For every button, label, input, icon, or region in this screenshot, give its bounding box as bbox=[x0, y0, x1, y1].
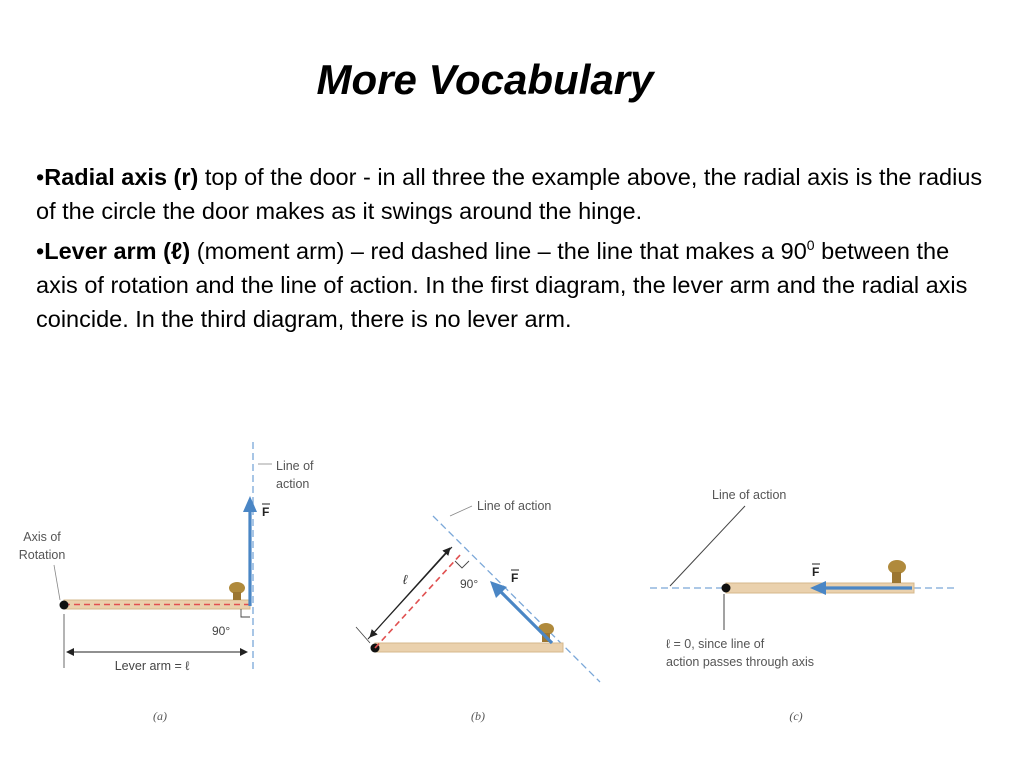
lever-symbol-b: ℓ bbox=[403, 572, 408, 587]
force-label-a: F bbox=[262, 505, 270, 519]
lever-arm-line-b bbox=[375, 554, 461, 648]
line-of-action-b bbox=[433, 516, 600, 682]
door-b bbox=[375, 643, 563, 652]
line-of-action-label-b: Line of action bbox=[477, 499, 552, 513]
diagram-c bbox=[650, 488, 955, 723]
door-knob-a bbox=[229, 582, 245, 600]
line-of-action-label-a1: Line of bbox=[276, 459, 314, 473]
body-text bbox=[36, 160, 986, 336]
diagram-b bbox=[356, 499, 600, 723]
line-of-action-leader-c bbox=[670, 506, 745, 586]
diagram-a bbox=[19, 442, 314, 723]
caption-a: (a) bbox=[153, 709, 167, 723]
force-arrow-b bbox=[500, 591, 552, 643]
right-angle-mark-a bbox=[241, 609, 250, 617]
angle-label-b: 90° bbox=[460, 577, 479, 591]
bullet-lever-arm bbox=[36, 228, 986, 336]
hinge-axis-a bbox=[60, 601, 69, 610]
axis-label-line2: Rotation bbox=[18, 548, 66, 562]
term-radial-axis: Radial axis (r) bbox=[44, 164, 199, 190]
lever-arm-label-a: Lever arm = ℓ bbox=[114, 659, 190, 673]
force-label-c: F bbox=[812, 565, 820, 579]
caption-c: (c) bbox=[789, 709, 803, 723]
bullet-marker: • bbox=[36, 164, 45, 190]
hinge-axis-c bbox=[722, 584, 731, 593]
line-of-action-label-c: Line of action bbox=[712, 488, 787, 502]
no-lever-note-line2: action passes through axis bbox=[666, 655, 815, 669]
lever-arm-definition-part1: (moment arm) – red dashed line – the line that makes a 90 bbox=[190, 237, 807, 264]
bullet-marker: • bbox=[36, 237, 45, 264]
force-label-b: F bbox=[511, 571, 519, 585]
right-angle-mark-b bbox=[455, 561, 469, 568]
torque-figure bbox=[0, 430, 1024, 773]
line-of-action-label-a2: action bbox=[276, 477, 310, 491]
axis-label-line1: Axis of bbox=[23, 530, 61, 544]
force-arrowhead-a bbox=[243, 496, 257, 512]
no-lever-note-line1: ℓ = 0, since line of bbox=[666, 637, 765, 651]
caption-b: (b) bbox=[471, 709, 485, 723]
angle-label-a: 90° bbox=[212, 624, 231, 638]
door-knob-c bbox=[888, 560, 906, 583]
bullet-radial-axis bbox=[36, 160, 986, 228]
radial-axis-definition: top of the door - in all three the example above, the radial axis is the radius of the circle the door makes as it swings around the hinge. bbox=[36, 164, 983, 224]
term-lever-arm: Lever arm (ℓ) bbox=[44, 237, 191, 264]
axis-leader-line bbox=[54, 565, 60, 600]
degree-superscript: 0 bbox=[806, 237, 815, 253]
lever-arm-definition-part2: between the axis of rotation and the line of action. In the first diagram, the lever arm and the radial axis coincide. In the third diagram, there is no lever arm. bbox=[36, 237, 968, 332]
slide-title: More Vocabulary bbox=[316, 56, 654, 103]
